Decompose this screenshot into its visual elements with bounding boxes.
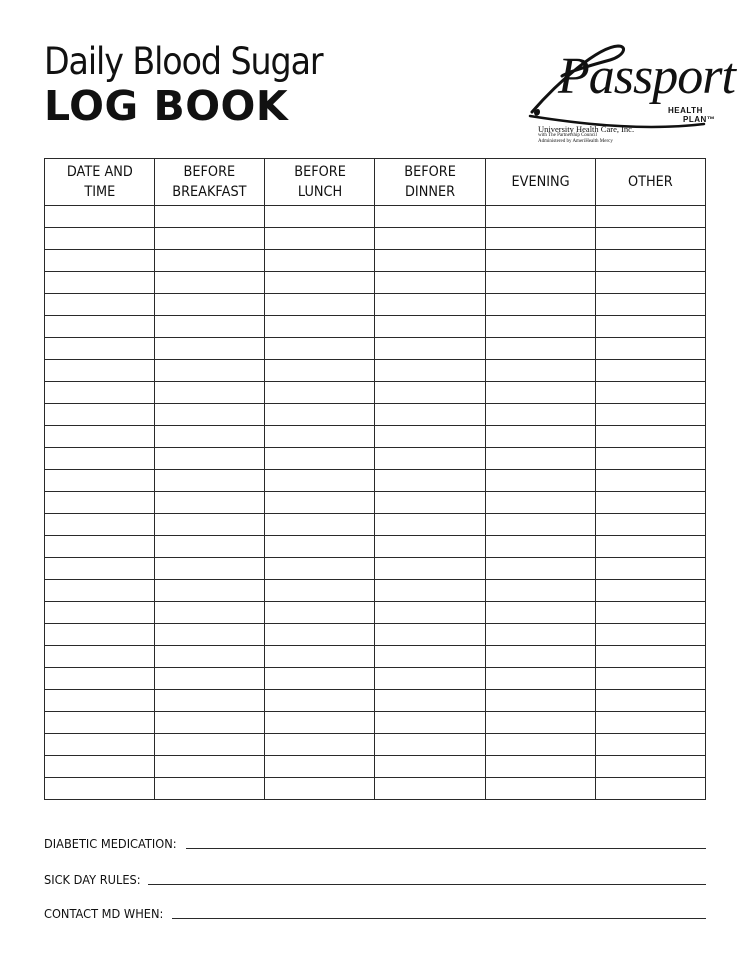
table-row: [45, 294, 706, 316]
log-cell[interactable]: [485, 294, 595, 316]
log-cell[interactable]: [155, 492, 265, 514]
table-row: [45, 712, 706, 734]
log-cell[interactable]: [485, 536, 595, 558]
log-cell[interactable]: [375, 338, 485, 360]
table-row: [45, 580, 706, 602]
log-cell[interactable]: [375, 734, 485, 756]
log-cell[interactable]: [595, 250, 705, 272]
log-cell[interactable]: [595, 272, 705, 294]
log-cell[interactable]: [485, 602, 595, 624]
log-cell[interactable]: [265, 734, 375, 756]
log-cell[interactable]: [375, 668, 485, 690]
table-row: [45, 404, 706, 426]
log-cell[interactable]: [45, 558, 155, 580]
log-cell[interactable]: [375, 492, 485, 514]
log-cell[interactable]: [375, 316, 485, 338]
column-header-date-time: DATE AND TIME: [45, 159, 155, 206]
log-cell[interactable]: [265, 404, 375, 426]
log-cell[interactable]: [595, 756, 705, 778]
log-cell[interactable]: [375, 250, 485, 272]
log-cell[interactable]: [155, 316, 265, 338]
log-cell[interactable]: [265, 228, 375, 250]
blood-sugar-log-table: [44, 158, 706, 800]
log-cell[interactable]: [485, 272, 595, 294]
log-cell[interactable]: [265, 272, 375, 294]
log-cell[interactable]: [45, 756, 155, 778]
log-cell[interactable]: [155, 514, 265, 536]
log-cell[interactable]: [485, 646, 595, 668]
log-cell[interactable]: [155, 756, 265, 778]
log-cell[interactable]: [155, 558, 265, 580]
log-cell[interactable]: [265, 690, 375, 712]
contact-md-label: CONTACT MD WHEN:: [44, 907, 164, 921]
sick-day-blank[interactable]: [148, 883, 706, 885]
log-cell[interactable]: [265, 448, 375, 470]
log-cell[interactable]: [485, 228, 595, 250]
column-header-before-lunch: BEFORE LUNCH: [265, 159, 375, 206]
log-cell[interactable]: [155, 712, 265, 734]
passport-health-plan-logo: [528, 42, 735, 148]
log-cell[interactable]: [485, 558, 595, 580]
log-cell[interactable]: [265, 338, 375, 360]
column-header-other: OTHER: [595, 159, 705, 206]
table-row: [45, 206, 706, 228]
log-cell[interactable]: [155, 404, 265, 426]
log-cell[interactable]: [595, 338, 705, 360]
log-cell[interactable]: [45, 470, 155, 492]
table-row: [45, 690, 706, 712]
log-cell[interactable]: [485, 580, 595, 602]
table-row: [45, 338, 706, 360]
contact-md-blank[interactable]: [172, 917, 706, 919]
log-cell[interactable]: [595, 294, 705, 316]
column-header-before-breakfast: BEFORE BREAKFAST: [155, 159, 265, 206]
log-cell[interactable]: [595, 734, 705, 756]
table-row: [45, 426, 706, 448]
table-header-row: [45, 159, 706, 206]
log-cell[interactable]: [595, 360, 705, 382]
logo-wordmark: Passport: [558, 48, 735, 105]
log-cell[interactable]: [265, 382, 375, 404]
log-cell[interactable]: [595, 778, 705, 800]
log-cell[interactable]: [265, 206, 375, 228]
log-cell[interactable]: [375, 602, 485, 624]
table-row: [45, 492, 706, 514]
log-cell[interactable]: [375, 690, 485, 712]
log-cell[interactable]: [155, 602, 265, 624]
log-cell[interactable]: [155, 426, 265, 448]
log-cell[interactable]: [595, 602, 705, 624]
log-cell[interactable]: [485, 492, 595, 514]
log-cell[interactable]: [45, 602, 155, 624]
log-cell[interactable]: [595, 558, 705, 580]
table-body: [45, 206, 706, 800]
log-cell[interactable]: [485, 360, 595, 382]
log-cell[interactable]: [265, 492, 375, 514]
medication-label: DIABETIC MEDICATION:: [44, 837, 177, 851]
medication-blank[interactable]: [186, 847, 706, 849]
log-cell[interactable]: [485, 382, 595, 404]
log-cell[interactable]: [45, 382, 155, 404]
log-cell[interactable]: [45, 250, 155, 272]
log-cell[interactable]: [375, 382, 485, 404]
log-cell[interactable]: [155, 448, 265, 470]
log-cell[interactable]: [155, 272, 265, 294]
log-cell[interactable]: [265, 712, 375, 734]
table-row: [45, 734, 706, 756]
log-cell[interactable]: [265, 250, 375, 272]
table-row: [45, 602, 706, 624]
log-cell[interactable]: [45, 448, 155, 470]
log-cell[interactable]: [375, 624, 485, 646]
log-cell[interactable]: [265, 360, 375, 382]
log-cell[interactable]: [45, 514, 155, 536]
log-cell[interactable]: [265, 514, 375, 536]
log-cell[interactable]: [45, 734, 155, 756]
log-cell[interactable]: [375, 580, 485, 602]
log-cell[interactable]: [485, 206, 595, 228]
log-cell[interactable]: [375, 536, 485, 558]
log-cell[interactable]: [45, 426, 155, 448]
log-cell[interactable]: [595, 206, 705, 228]
table-row: [45, 360, 706, 382]
log-cell[interactable]: [595, 646, 705, 668]
log-cell[interactable]: [375, 778, 485, 800]
log-cell[interactable]: [595, 382, 705, 404]
log-cell[interactable]: [265, 756, 375, 778]
sick-day-line: [44, 873, 706, 887]
contact-md-line: [44, 907, 706, 921]
table-row: [45, 272, 706, 294]
log-cell[interactable]: [155, 580, 265, 602]
log-cell[interactable]: [265, 558, 375, 580]
log-cell[interactable]: [45, 404, 155, 426]
log-cell[interactable]: [485, 668, 595, 690]
log-cell[interactable]: [155, 624, 265, 646]
log-cell[interactable]: [375, 514, 485, 536]
log-cell[interactable]: [45, 206, 155, 228]
log-cell[interactable]: [265, 426, 375, 448]
log-cell[interactable]: [265, 580, 375, 602]
log-cell[interactable]: [45, 492, 155, 514]
table-row: [45, 514, 706, 536]
log-cell[interactable]: [485, 712, 595, 734]
table-row: [45, 250, 706, 272]
log-cell[interactable]: [485, 514, 595, 536]
log-cell[interactable]: [595, 426, 705, 448]
log-cell[interactable]: [155, 206, 265, 228]
log-cell[interactable]: [265, 316, 375, 338]
log-cell[interactable]: [155, 250, 265, 272]
logo-administrator: Administered by AmeriHealth Mercy: [538, 139, 613, 144]
log-cell[interactable]: [595, 712, 705, 734]
log-cell[interactable]: [265, 294, 375, 316]
log-cell[interactable]: [485, 338, 595, 360]
log-cell[interactable]: [375, 360, 485, 382]
log-cell[interactable]: [375, 712, 485, 734]
log-cell[interactable]: [155, 470, 265, 492]
page-subtitle: LOG BOOK: [44, 82, 289, 130]
table-row: [45, 646, 706, 668]
log-cell[interactable]: [265, 624, 375, 646]
log-cell[interactable]: [265, 778, 375, 800]
log-cell[interactable]: [155, 294, 265, 316]
table-row: [45, 448, 706, 470]
log-cell[interactable]: [265, 668, 375, 690]
table-row: [45, 536, 706, 558]
log-cell[interactable]: [485, 470, 595, 492]
log-cell[interactable]: [485, 756, 595, 778]
log-cell[interactable]: [375, 426, 485, 448]
log-cell[interactable]: [595, 514, 705, 536]
log-cell[interactable]: [155, 690, 265, 712]
log-cell[interactable]: [155, 338, 265, 360]
log-cell[interactable]: [45, 536, 155, 558]
page-title: Daily Blood Sugar: [44, 40, 323, 83]
log-cell[interactable]: [265, 602, 375, 624]
column-header-evening: EVENING: [485, 159, 595, 206]
log-cell[interactable]: [485, 734, 595, 756]
log-cell[interactable]: [595, 580, 705, 602]
log-cell[interactable]: [155, 382, 265, 404]
table-row: [45, 624, 706, 646]
log-cell[interactable]: [45, 360, 155, 382]
logo-organization: University Health Care, Inc.: [538, 124, 635, 134]
log-cell[interactable]: [45, 624, 155, 646]
log-cell[interactable]: [45, 668, 155, 690]
log-cell[interactable]: [375, 470, 485, 492]
log-cell[interactable]: [155, 360, 265, 382]
log-cell[interactable]: [485, 426, 595, 448]
log-cell[interactable]: [595, 470, 705, 492]
log-cell[interactable]: [155, 228, 265, 250]
sick-day-label: SICK DAY RULES:: [44, 873, 141, 887]
log-cell[interactable]: [155, 734, 265, 756]
table-row: [45, 668, 706, 690]
log-cell[interactable]: [45, 228, 155, 250]
log-cell[interactable]: [265, 536, 375, 558]
log-cell[interactable]: [375, 558, 485, 580]
log-cell[interactable]: [595, 448, 705, 470]
log-cell[interactable]: [595, 624, 705, 646]
log-cell[interactable]: [595, 690, 705, 712]
log-cell[interactable]: [485, 690, 595, 712]
table-row: [45, 316, 706, 338]
logo-health-text: HEALTH: [668, 106, 703, 115]
log-cell[interactable]: [485, 624, 595, 646]
log-cell[interactable]: [375, 228, 485, 250]
log-cell[interactable]: [155, 536, 265, 558]
log-cell[interactable]: [155, 778, 265, 800]
table-row: [45, 228, 706, 250]
table-row: [45, 756, 706, 778]
log-cell[interactable]: [375, 646, 485, 668]
log-cell[interactable]: [595, 492, 705, 514]
log-cell[interactable]: [265, 646, 375, 668]
column-header-before-dinner: BEFORE DINNER: [375, 159, 485, 206]
log-cell[interactable]: [375, 404, 485, 426]
log-cell[interactable]: [485, 778, 595, 800]
log-cell[interactable]: [375, 272, 485, 294]
log-cell[interactable]: [595, 316, 705, 338]
log-cell[interactable]: [45, 712, 155, 734]
log-cell[interactable]: [155, 668, 265, 690]
log-cell[interactable]: [375, 448, 485, 470]
log-cell[interactable]: [485, 250, 595, 272]
log-cell[interactable]: [45, 338, 155, 360]
medication-line: [44, 837, 706, 851]
log-cell[interactable]: [595, 668, 705, 690]
log-cell[interactable]: [485, 316, 595, 338]
log-cell[interactable]: [595, 228, 705, 250]
log-cell[interactable]: [375, 756, 485, 778]
table-row: [45, 558, 706, 580]
log-cell[interactable]: [485, 448, 595, 470]
log-cell[interactable]: [45, 272, 155, 294]
table-row: [45, 382, 706, 404]
log-cell[interactable]: [45, 690, 155, 712]
log-cell[interactable]: [155, 646, 265, 668]
log-cell[interactable]: [45, 580, 155, 602]
log-cell[interactable]: [45, 646, 155, 668]
logo-plan-text: PLAN™: [683, 115, 716, 124]
log-cell[interactable]: [375, 206, 485, 228]
log-cell[interactable]: [375, 294, 485, 316]
log-cell[interactable]: [265, 470, 375, 492]
log-cell[interactable]: [485, 404, 595, 426]
log-cell[interactable]: [45, 778, 155, 800]
table-row: [45, 470, 706, 492]
log-cell[interactable]: [595, 404, 705, 426]
log-cell[interactable]: [45, 294, 155, 316]
logo-partnership: with The Partnership Council: [538, 133, 597, 138]
log-cell[interactable]: [595, 536, 705, 558]
title-block: [44, 40, 353, 128]
log-cell[interactable]: [45, 316, 155, 338]
table-row: [45, 778, 706, 800]
